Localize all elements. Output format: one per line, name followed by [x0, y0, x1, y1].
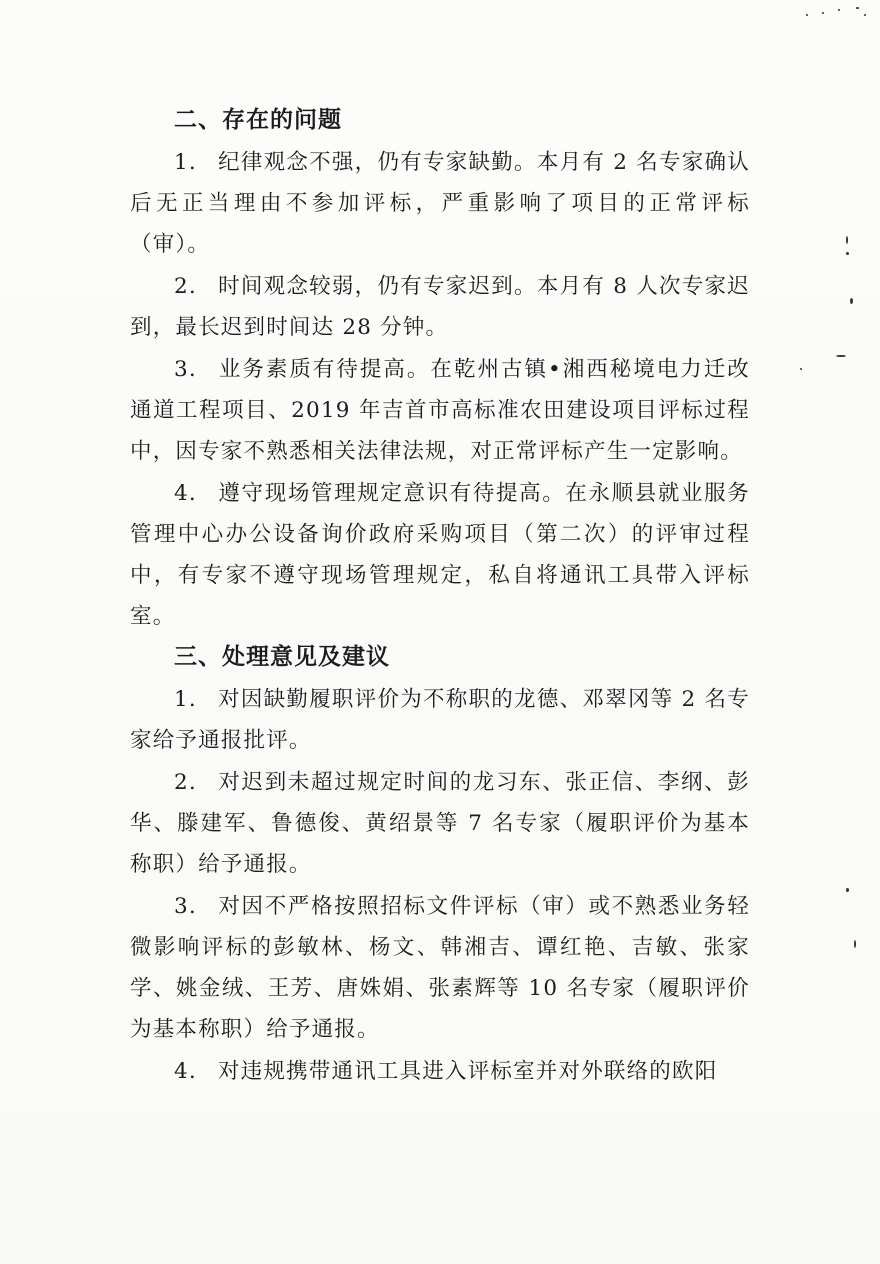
- scan-speck: [800, 368, 802, 370]
- item-number: 2.: [174, 770, 197, 795]
- scan-speck: [806, 14, 808, 16]
- scan-speck: [846, 236, 848, 244]
- scan-speck: [838, 9, 840, 11]
- list-item: [130, 142, 750, 265]
- item-text: 对迟到未超过规定时间的龙习东、张正信、李纲、彭华、滕建军、鲁德俊、黄绍景等 7 名专家（履职评价为基本称职）给予通报。: [130, 770, 750, 877]
- scan-speck: [850, 298, 853, 304]
- scan-speck: [822, 12, 824, 14]
- item-text: 纪律观念不强，仍有专家缺勤。本月有 2 名专家确认后无正当理由不参加评标，严重影响了项目的正常评标（审）。: [130, 150, 750, 257]
- list-item: [130, 349, 750, 472]
- scan-speck: [846, 888, 849, 892]
- list-item: [130, 473, 750, 637]
- item-number: 1.: [174, 687, 197, 712]
- item-number: 1.: [174, 150, 197, 175]
- section-heading: 三、处理意见及建议: [174, 644, 390, 670]
- list-item: [130, 679, 750, 761]
- item-number: 2.: [174, 274, 197, 299]
- scan-speck: [856, 7, 859, 9]
- section-recommendations: [130, 637, 750, 1092]
- item-number: 3.: [174, 357, 197, 382]
- section-problems: [130, 100, 750, 637]
- item-text: 业务素质有待提高。在乾州古镇•湘西秘境电力迁改通道工程项目、2019 年吉首市高标准农田建设项目评标过程中，因专家不熟悉相关法律法规，对正常评标产生一定影响。: [130, 357, 750, 464]
- item-text: 时间观念较弱，仍有专家迟到。本月有 8 人次专家迟到，最长迟到时间达 28 分钟。: [130, 274, 750, 340]
- list-item: [130, 1051, 750, 1092]
- item-number: 4.: [174, 1059, 197, 1084]
- item-text: 遵守现场管理规定意识有待提高。在永顺县就业服务管理中心办公设备询价政府采购项目（第二次）的评审过程中，有专家不遵守现场管理规定，私自将通讯工具带入评标室。: [130, 481, 750, 629]
- scan-speck: [836, 355, 846, 357]
- section-heading: 二、存在的问题: [174, 107, 342, 133]
- item-text: 对因不严格按照招标文件评标（审）或不熟悉业务轻微影响评标的彭敏林、杨文、韩湘吉、谭红艳、吉敏、张家学、姚金绒、王芳、唐姝娟、张素辉等 10 名专家（履职评价为基本称职）给予通报。: [130, 894, 750, 1042]
- scan-speck: [846, 252, 849, 255]
- list-item: [130, 886, 750, 1050]
- item-number: 3.: [174, 894, 197, 919]
- item-number: 4.: [174, 481, 197, 506]
- item-text: 对违规携带通讯工具进入评标室并对外联络的欧阳: [218, 1059, 718, 1084]
- list-item: [130, 266, 750, 348]
- scan-speck: [854, 940, 856, 948]
- document-body: [130, 100, 750, 1092]
- item-text: 对因缺勤履职评价为不称职的龙德、邓翠冈等 2 名专家给予通报批评。: [130, 687, 750, 753]
- list-item: [130, 762, 750, 885]
- scan-speck: [864, 14, 866, 16]
